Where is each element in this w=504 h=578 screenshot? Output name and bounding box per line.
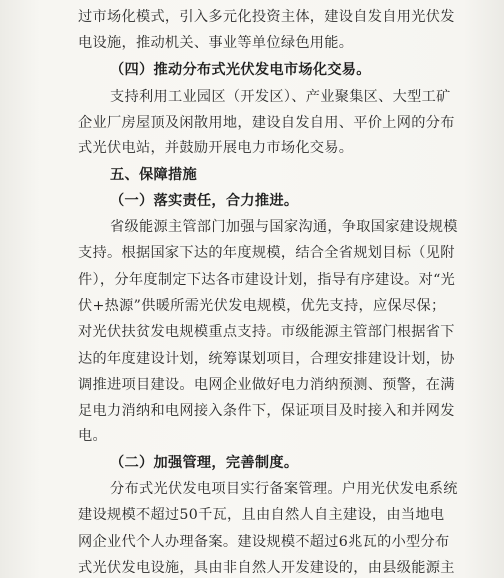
paragraph-line: 省级能源主管部门加强与国家沟通，争取国家建设规模 xyxy=(110,219,458,235)
paragraph-line: 达的年度建设计划，统筹谋划项目，合理安排建设计划，协 xyxy=(78,351,455,367)
section-heading: （一）落实责任，合力推进。 xyxy=(110,193,299,209)
paragraph-line: 过市场化模式，引入多元化投资主体，建设自发自用光伏发 xyxy=(78,9,455,25)
paragraph-line: 伏+热源”供暖所需光伏发电规模，优先支持，应保尽保； xyxy=(78,298,446,314)
paragraph-line: 电设施，推动机关、事业等单位绿色用能。 xyxy=(78,35,354,51)
paragraph-line: 式光伏电站，并鼓励开展电力市场化交易。 xyxy=(78,140,354,156)
paragraph-line: 调推进项目建设。电网企业做好电力消纳预测、预警，在满 xyxy=(78,377,455,393)
paragraph-line: 对光伏扶贫发电规模重点支持。市级能源主管部门根据省下 xyxy=(78,324,455,340)
paragraph-line: 式光伏发电设施，具由非自然人开发建设的，由县级能源主 xyxy=(78,560,455,576)
paragraph-line: 足电力消纳和电网接入条件下，保证项目及时接入和并网发 xyxy=(78,403,455,419)
section-heading: （四）推动分布式光伏发电市场化交易。 xyxy=(110,62,371,78)
paragraph-line: 电。 xyxy=(78,428,107,444)
paragraph-line: 建设规模不超过50千瓦，且由自然人自主建设，由当地电 xyxy=(78,507,445,523)
paragraph-line: 企业厂房屋顶及闲散用地，建设自发自用、平价上网的分布 xyxy=(78,115,455,131)
paragraph-line: 分布式光伏发电项目实行备案管理。户用光伏发电系统 xyxy=(110,481,458,497)
paragraph-line: 支持。根据国家下达的年度规模，结合全省规划目标（见附 xyxy=(78,245,455,261)
paragraph-line: 支持利用工业园区（开发区）、产业聚集区、大型工矿 xyxy=(110,89,451,105)
paragraph-line: 件），分年度制定下达各市建设计划，指导有序建设。对“光 xyxy=(78,272,456,288)
section-heading: （二）加强管理，完善制度。 xyxy=(110,455,299,471)
paragraph-line: 网企业代个人办理备案。建设规模不超过6兆瓦的小型分布 xyxy=(78,534,450,550)
section-heading: 五、保障措施 xyxy=(110,167,197,183)
